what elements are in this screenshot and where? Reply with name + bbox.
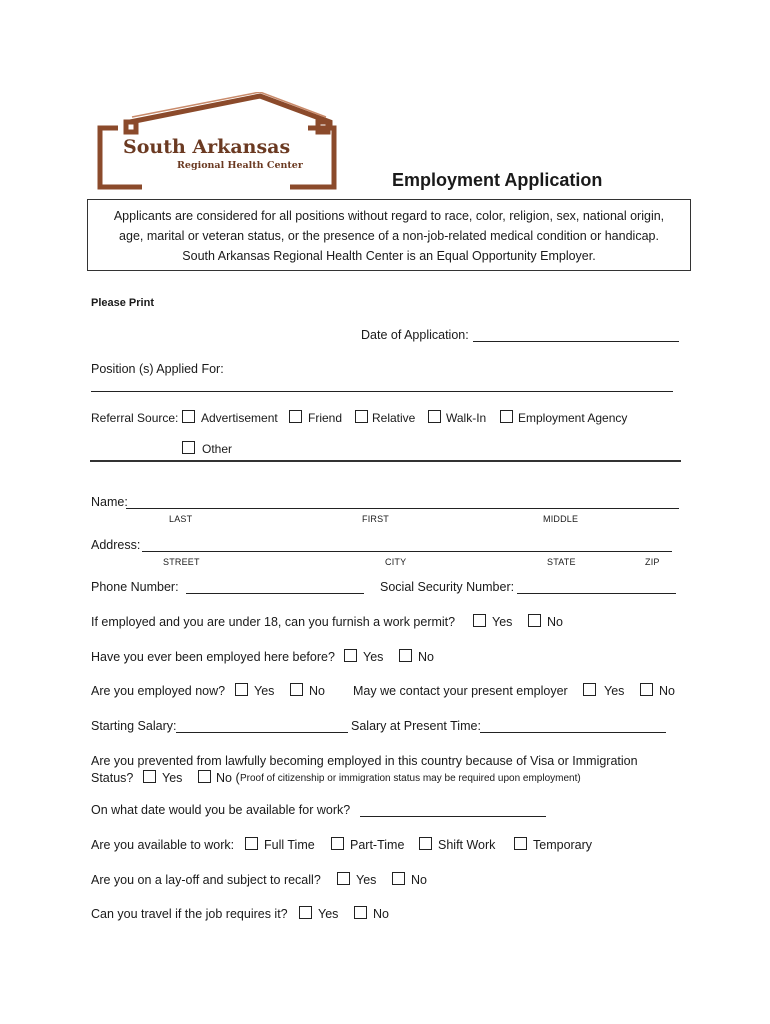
referral-source-label: Referral Source: <box>91 411 179 425</box>
please-print-label: Please Print <box>91 297 154 309</box>
name-field[interactable] <box>126 508 679 509</box>
layoff-yes-checkbox[interactable] <box>337 872 350 885</box>
employed-before-question: Have you ever been employed here before? <box>91 650 335 664</box>
address-street-caption: STREET <box>163 557 200 567</box>
referral-agency-label: Employment Agency <box>518 411 628 425</box>
layoff-no-checkbox[interactable] <box>392 872 405 885</box>
shift-work-checkbox[interactable] <box>419 837 432 850</box>
employed-now-yes-label: Yes <box>254 684 275 698</box>
contact-employer-no-label: No <box>659 684 675 698</box>
employed-before-no-label: No <box>418 650 434 664</box>
date-of-application-field[interactable] <box>473 341 679 342</box>
name-first-caption: FIRST <box>362 514 389 524</box>
notice-line-2: age, marital or veteran status, or the presence of a non-job-related medical condition or handicap. <box>119 229 659 243</box>
work-permit-yes-label: Yes <box>492 615 513 629</box>
available-to-work-question: Are you available to work: <box>91 838 235 852</box>
referral-other-label: Other <box>202 442 233 456</box>
referral-walkin-label: Walk-In <box>446 411 487 425</box>
visa-yes-label: Yes <box>162 771 183 785</box>
logo-name: South Arkansas <box>123 136 291 158</box>
section-divider <box>90 460 681 462</box>
employed-now-no-checkbox[interactable] <box>290 683 303 696</box>
referral-advertisement-checkbox[interactable] <box>182 410 195 423</box>
phone-number-field[interactable] <box>186 593 364 594</box>
eeo-notice-box <box>87 199 691 271</box>
referral-other-checkbox[interactable] <box>182 441 195 454</box>
referral-relative-checkbox[interactable] <box>355 410 368 423</box>
starting-salary-field[interactable] <box>176 732 348 733</box>
part-time-checkbox[interactable] <box>331 837 344 850</box>
referral-friend-checkbox[interactable] <box>289 410 302 423</box>
contact-employer-yes-label: Yes <box>604 684 625 698</box>
full-time-checkbox[interactable] <box>245 837 258 850</box>
notice-line-1: Applicants are considered for all positions without regard to race, color, religion, sex, national origin, <box>113 209 665 223</box>
name-middle-caption: MIDDLE <box>543 514 579 524</box>
work-permit-yes-checkbox[interactable] <box>473 614 486 627</box>
work-permit-no-label: No <box>547 615 563 629</box>
travel-yes-label: Yes <box>318 907 339 921</box>
visa-yes-checkbox[interactable] <box>143 770 156 783</box>
visa-no-label: No ( <box>216 771 240 785</box>
work-permit-question: If employed and you are under 18, can you furnish a work permit? <box>91 615 456 629</box>
travel-yes-checkbox[interactable] <box>299 906 312 919</box>
visa-question: Are you prevented from lawfully becoming employed in this country because of Visa or Immigration <box>91 754 638 768</box>
travel-no-checkbox[interactable] <box>354 906 367 919</box>
available-date-question: On what date would you be available for work? <box>91 803 351 817</box>
full-time-label: Full Time <box>264 838 315 852</box>
visa-status-label: Status? <box>91 771 134 785</box>
contact-employer-no-checkbox[interactable] <box>640 683 653 696</box>
layoff-question: Are you on a lay-off and subject to recall? <box>91 873 321 887</box>
position-applied-field[interactable] <box>91 391 673 392</box>
address-field[interactable] <box>142 551 672 552</box>
referral-relative-label: Relative <box>372 411 416 425</box>
date-of-application-label: Date of Application: <box>361 328 469 342</box>
address-zip-caption: ZIP <box>645 557 660 567</box>
shift-work-label: Shift Work <box>438 838 496 852</box>
available-date-field[interactable] <box>360 816 546 817</box>
phone-number-label: Phone Number: <box>91 580 179 594</box>
name-label: Name: <box>91 495 128 509</box>
work-permit-no-checkbox[interactable] <box>528 614 541 627</box>
logo <box>90 92 340 192</box>
contact-employer-question: May we contact your present employer <box>353 684 568 698</box>
ssn-field[interactable] <box>517 593 676 594</box>
visa-no-checkbox[interactable] <box>198 770 211 783</box>
name-last-caption: LAST <box>169 514 193 524</box>
address-state-caption: STATE <box>547 557 576 567</box>
present-salary-field[interactable] <box>480 732 666 733</box>
layoff-yes-label: Yes <box>356 873 377 887</box>
starting-salary-label: Starting Salary: <box>91 719 177 733</box>
temporary-checkbox[interactable] <box>514 837 527 850</box>
referral-agency-checkbox[interactable] <box>500 410 513 423</box>
travel-no-label: No <box>373 907 389 921</box>
page-title: Employment Application <box>392 170 603 190</box>
temporary-label: Temporary <box>533 838 593 852</box>
travel-question: Can you travel if the job requires it? <box>91 907 288 921</box>
employed-before-no-checkbox[interactable] <box>399 649 412 662</box>
employed-before-yes-label: Yes <box>363 650 384 664</box>
position-applied-label: Position (s) Applied For: <box>91 362 224 376</box>
employed-now-question: Are you employed now? <box>91 684 226 698</box>
employed-now-no-label: No <box>309 684 325 698</box>
employed-before-yes-checkbox[interactable] <box>344 649 357 662</box>
address-label: Address: <box>91 538 141 552</box>
notice-line-3: South Arkansas Regional Health Center is an Equal Opportunity Employer. <box>182 249 596 263</box>
ssn-label: Social Security Number: <box>380 580 515 594</box>
address-city-caption: CITY <box>385 557 407 567</box>
referral-advertisement-label: Advertisement <box>201 411 278 425</box>
logo-subtitle: Regional Health Center <box>177 160 303 171</box>
part-time-label: Part-Time <box>350 838 405 852</box>
contact-employer-yes-checkbox[interactable] <box>583 683 596 696</box>
visa-note: Proof of citizenship or immigration status may be required upon employment) <box>240 773 581 784</box>
referral-walkin-checkbox[interactable] <box>428 410 441 423</box>
referral-friend-label: Friend <box>308 411 343 425</box>
present-salary-label: Salary at Present Time: <box>351 719 481 733</box>
employed-now-yes-checkbox[interactable] <box>235 683 248 696</box>
layoff-no-label: No <box>411 873 427 887</box>
